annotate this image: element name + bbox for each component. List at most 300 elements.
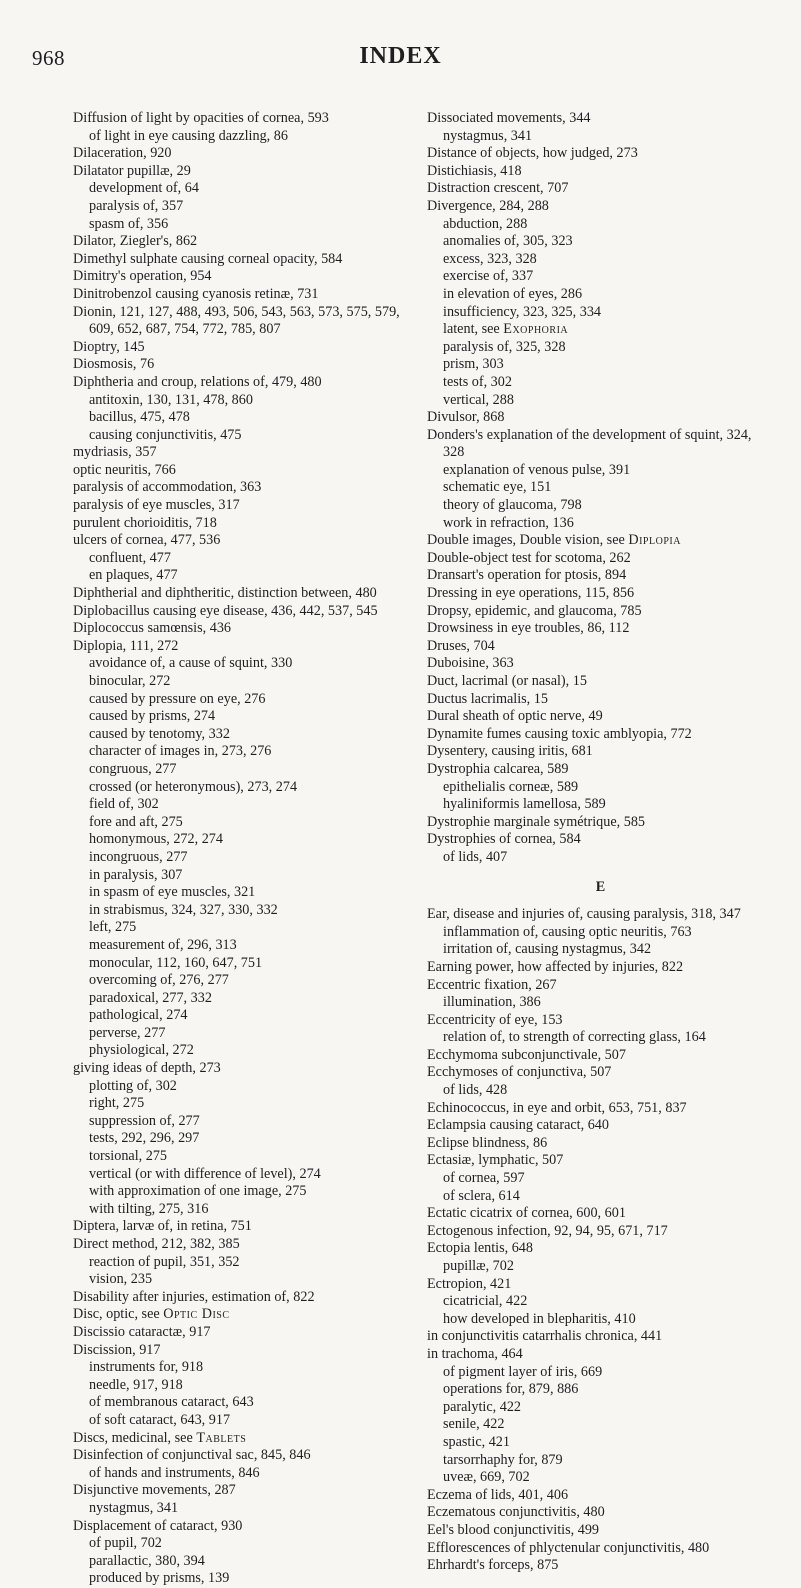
index-subentry [427, 479, 774, 497]
entry-text: of lids, 407 [443, 848, 508, 865]
entry-text: Distraction crescent, 707 [427, 180, 569, 197]
entry-text: giving ideas of depth, 273 [73, 1060, 221, 1077]
entry-text: work in refraction, 136 [443, 514, 574, 531]
index-subentry [427, 1311, 774, 1329]
entry-text: in elevation of eyes, 286 [443, 285, 583, 302]
entry-text: pathological, 274 [89, 1007, 188, 1024]
index-subentry [427, 374, 774, 392]
entry-text: Druses, 704 [427, 637, 495, 654]
index-subentry [73, 1060, 418, 1078]
index-entry [427, 1152, 774, 1170]
index-subentry [73, 1254, 418, 1272]
entry-text: Diplobacillus causing eye disease, 436, 442, 537, 545 [73, 602, 378, 619]
index-entry [73, 268, 418, 286]
index-subentry [427, 1381, 774, 1399]
entry-text: inflammation of, causing optic neuritis, 763 [443, 923, 692, 940]
entry-text: antitoxin, 130, 131, 478, 860 [89, 391, 253, 408]
index-entry [427, 532, 774, 550]
entry-text: Discs, medicinal, see [73, 1429, 197, 1446]
index-subentry [73, 515, 418, 533]
index-subentry [73, 691, 418, 709]
index-entry [427, 1012, 774, 1030]
index-entry [427, 1100, 774, 1118]
index-entry [73, 620, 418, 638]
index-entry [73, 286, 418, 304]
entry-text: incongruous, 277 [89, 848, 188, 865]
page-header [0, 43, 801, 77]
entry-text: tests, 292, 296, 297 [89, 1130, 200, 1147]
entry-text: development of, 64 [89, 180, 199, 197]
index-entry [427, 691, 774, 709]
index-entry [427, 1487, 774, 1505]
index-entry [73, 110, 418, 128]
entry-text: Ehrhardt's forceps, 875 [427, 1557, 559, 1574]
entry-text: relation of, to strength of correcting glass, 164 [443, 1029, 706, 1046]
index-entry [427, 1135, 774, 1153]
entry-text: binocular, 272 [89, 673, 171, 689]
index-subentry [73, 1130, 418, 1148]
index-entry [427, 1557, 774, 1575]
index-subentry [73, 532, 418, 550]
entry-text: Dionin, 121, 127, 488, 493, 506, 543, 563, 573, 575, 579, 609, 652, 687, 754, 772, 785, 807 [73, 303, 400, 338]
index-subentry [427, 1469, 774, 1487]
index-subentry [427, 1434, 774, 1452]
entry-text: caused by tenotomy, 332 [89, 725, 230, 742]
index-subentry [73, 1148, 418, 1166]
entry-text: Eclampsia causing cataract, 640 [427, 1117, 609, 1134]
index-subentry [427, 924, 774, 942]
entry-text: needle, 917, 918 [89, 1376, 183, 1393]
index-entry [427, 1205, 774, 1223]
entry-text: abduction, 288 [443, 215, 528, 232]
index-subentry [73, 1535, 418, 1553]
entry-text: Duboisine, 363 [427, 655, 514, 672]
index-subentry [427, 339, 774, 357]
index-subentry [427, 1170, 774, 1188]
entry-text: in conjunctivitis catarrhalis chronica, 441 [427, 1328, 663, 1345]
index-subentry [73, 972, 418, 990]
entry-text: Diffusion of light by opacities of cornea, 593 [73, 110, 329, 126]
index-subentry [73, 1359, 418, 1377]
index-subentry [427, 994, 774, 1012]
index-subentry [73, 708, 418, 726]
entry-text: caused by pressure on eye, 276 [89, 690, 266, 707]
entry-text: of pigment layer of iris, 669 [443, 1363, 603, 1380]
entry-text: nystagmus, 341 [89, 1499, 179, 1516]
index-subentry [73, 1465, 418, 1483]
entry-text: Ductus lacrimalis, 15 [427, 690, 548, 707]
entry-text: Direct method, 212, 382, 385 [73, 1236, 240, 1252]
entry-text: paralytic, 422 [443, 1398, 522, 1415]
entry-text: paralysis of, 357 [89, 197, 184, 214]
entry-text: paralysis of eye muscles, 317 [73, 497, 240, 514]
index-subentry [427, 304, 774, 322]
entry-text: uveæ, 669, 702 [443, 1469, 530, 1486]
index-entry [73, 585, 418, 603]
index-subentry [73, 180, 418, 198]
entry-text: Diosmosis, 76 [73, 356, 155, 373]
index-entry [427, 1540, 774, 1558]
index-entry [427, 1522, 774, 1540]
index-subentry [427, 321, 774, 339]
index-subentry [73, 1394, 418, 1412]
index-subentry [73, 726, 418, 744]
entry-text: of hands and instruments, 846 [89, 1464, 260, 1481]
index-subentry [73, 1183, 418, 1201]
entry-text: produced by prisms, 139 [89, 1570, 230, 1587]
entry-text: pupillæ, 702 [443, 1258, 514, 1274]
index-entry [427, 1047, 774, 1065]
entry-text: of soft cataract, 643, 917 [89, 1411, 231, 1428]
index-entry [427, 180, 774, 198]
entry-text: operations for, 879, 886 [443, 1381, 579, 1398]
entry-text: Divulsor, 868 [427, 409, 505, 426]
index-entry [73, 304, 418, 339]
entry-text: latent, see [443, 321, 504, 338]
index-subentry [427, 286, 774, 304]
entry-text: Diplopia, 111, 272 [73, 637, 179, 654]
index-entry [427, 906, 774, 924]
entry-text: Drowsiness in eye troubles, 86, 112 [427, 620, 630, 637]
entry-text: insufficiency, 323, 325, 334 [443, 303, 602, 320]
entry-text: irritation of, causing nystagmus, 342 [443, 941, 652, 958]
entry-text: tarsorrhaphy for, 879 [443, 1451, 563, 1468]
index-subentry [73, 1500, 418, 1518]
index-subentry [73, 462, 418, 480]
index-subentry [73, 779, 418, 797]
index-column-left [73, 110, 418, 1588]
entry-text: of pupil, 702 [89, 1535, 162, 1552]
entry-text: monocular, 112, 160, 647, 751 [89, 954, 263, 971]
index-entry [427, 110, 774, 128]
index-subentry [427, 251, 774, 269]
entry-text: Distichiasis, 418 [427, 162, 522, 179]
entry-text: cicatricial, 422 [443, 1293, 528, 1310]
index-subentry [427, 1188, 774, 1206]
entry-text: Diptera, larvæ of, in retina, 751 [73, 1218, 252, 1235]
index-subentry [427, 216, 774, 234]
index-entry [73, 1447, 418, 1465]
entry-text: physiological, 272 [89, 1042, 194, 1059]
page-number: 968 [32, 46, 65, 70]
index-subentry [73, 198, 418, 216]
entry-text: Ecchymoma subconjunctivale, 507 [427, 1046, 626, 1063]
index-entry [73, 1518, 418, 1536]
index-subentry [73, 550, 418, 568]
entry-text: illumination, 386 [443, 994, 541, 1011]
index-entry [427, 585, 774, 603]
index-entry [427, 427, 774, 462]
index-entry [427, 655, 774, 673]
entry-text: Dinitrobenzol causing cyanosis retinæ, 731 [73, 285, 319, 302]
entry-text: vision, 235 [89, 1271, 153, 1288]
index-subentry [73, 814, 418, 832]
index-subentry [73, 902, 418, 920]
entry-text: parallactic, 380, 394 [89, 1552, 205, 1569]
index-subentry [73, 1377, 418, 1395]
entry-text: perverse, 277 [89, 1024, 166, 1041]
index-entry [73, 1342, 418, 1360]
entry-text: Eel's blood conjunctivitis, 499 [427, 1521, 600, 1538]
entry-text: Dropsy, epidemic, and glaucoma, 785 [427, 602, 642, 619]
entry-text: Double-object test for scotoma, 262 [427, 549, 631, 566]
entry-text: paradoxical, 277, 332 [89, 989, 212, 1006]
index-subentry [73, 1166, 418, 1184]
index-subentry [427, 356, 774, 374]
entry-text: Disjunctive movements, 287 [73, 1482, 236, 1499]
entry-text: of sclera, 614 [443, 1187, 520, 1204]
entry-text: Dioptry, 145 [73, 338, 145, 355]
index-subentry [73, 919, 418, 937]
index-subentry [73, 849, 418, 867]
page-title: INDEX [359, 43, 442, 69]
index-subentry [427, 233, 774, 251]
index-subentry [73, 1553, 418, 1571]
index-subentry [427, 1258, 774, 1276]
index-entry [73, 356, 418, 374]
entry-text: reaction of pupil, 351, 352 [89, 1253, 240, 1270]
index-entry [73, 1324, 418, 1342]
entry-text: prism, 303 [443, 356, 504, 373]
index-entry [427, 603, 774, 621]
index-entry [427, 726, 774, 744]
index-entry [427, 977, 774, 995]
index-subentry [427, 515, 774, 533]
entry-text: Dilatator pupillæ, 29 [73, 162, 191, 179]
entry-text: bacillus, 475, 478 [89, 409, 190, 426]
index-subentry [73, 567, 418, 585]
index-column-right [427, 110, 774, 1575]
entry-text: crossed (or heteronymous), 273, 274 [89, 778, 298, 795]
entry-text: confluent, 477 [89, 549, 171, 566]
entry-text: Echinococcus, in eye and orbit, 653, 751, 837 [427, 1099, 687, 1116]
entry-text: Donders's explanation of the development of squint, 324, 328 [427, 426, 752, 461]
entry-text: torsional, 275 [89, 1148, 168, 1165]
entry-text: Discissio cataractæ, 917 [73, 1323, 211, 1340]
entry-text: Dimethyl sulphate causing corneal opacity, 584 [73, 250, 343, 267]
index-entry [73, 233, 418, 251]
entry-text: nystagmus, 341 [443, 127, 533, 144]
index-subentry [427, 497, 774, 515]
entry-text: Ectopia lentis, 648 [427, 1240, 533, 1257]
index-entry [427, 1223, 774, 1241]
index-subentry [73, 1078, 418, 1096]
entry-text: Dystrophia calcarea, 589 [427, 760, 569, 777]
index-subentry [73, 990, 418, 1008]
entry-text: Dysentery, causing iritis, 681 [427, 743, 593, 760]
index-entry [427, 145, 774, 163]
entry-text: suppression of, 277 [89, 1112, 200, 1129]
entry-text: Dimitry's operation, 954 [73, 268, 212, 285]
entry-text: Divergence, 284, 288 [427, 197, 549, 214]
index-entry [73, 251, 418, 269]
entry-text: avoidance of, a cause of squint, 330 [89, 655, 293, 672]
entry-text: caused by prisms, 274 [89, 708, 216, 725]
index-entry [73, 638, 418, 656]
index-subentry [427, 268, 774, 286]
index-subentry [73, 1113, 418, 1131]
index-entry [427, 761, 774, 779]
index-entry [427, 163, 774, 181]
entry-text: Ear, disease and injuries of, causing paralysis, 318, 347 [427, 906, 741, 923]
index-entry [73, 1306, 418, 1324]
entry-text: Ectatic cicatrix of cornea, 600, 601 [427, 1205, 626, 1222]
index-entry [73, 1482, 418, 1500]
entry-text: plotting of, 302 [89, 1077, 177, 1094]
entry-text: Dystrophies of cornea, 584 [427, 831, 581, 848]
entry-text: en plaques, 477 [89, 567, 178, 584]
index-entry [427, 814, 774, 832]
section-letter: E [595, 878, 606, 895]
entry-text: Dressing in eye operations, 115, 856 [427, 585, 635, 602]
index-entry [73, 339, 418, 357]
index-subentry [427, 779, 774, 797]
index-subentry [427, 392, 774, 410]
entry-text: instruments for, 918 [89, 1359, 204, 1376]
entry-text: Duct, lacrimal (or nasal), 15 [427, 673, 587, 689]
index-subentry [73, 1095, 418, 1113]
index-entry [427, 198, 774, 216]
index-subentry [427, 128, 774, 146]
index-entry [427, 409, 774, 427]
entry-text: Disability after injuries, estimation of, 822 [73, 1288, 315, 1305]
entry-text: Displacement of cataract, 930 [73, 1517, 243, 1534]
index-subentry [427, 1328, 774, 1346]
index-subentry [73, 1201, 418, 1219]
index-subentry [427, 1416, 774, 1434]
index-subentry [427, 1452, 774, 1470]
index-subentry [73, 1570, 418, 1588]
entry-text: paralysis of, 325, 328 [443, 338, 566, 355]
entry-text: Eccentric fixation, 267 [427, 976, 557, 993]
index-subentry [73, 409, 418, 427]
entry-text: in strabismus, 324, 327, 330, 332 [89, 901, 278, 918]
index-subentry [427, 796, 774, 814]
index-subentry [73, 937, 418, 955]
index-subentry [73, 427, 418, 445]
entry-text: ulcers of cornea, 477, 536 [73, 532, 221, 549]
entry-text: Eccentricity of eye, 153 [427, 1011, 563, 1028]
index-subentry [73, 479, 418, 497]
entry-text: Diplococcus samœnsis, 436 [73, 620, 232, 637]
index-entry [427, 638, 774, 656]
entry-text: congruous, 277 [89, 760, 177, 777]
index-subentry [73, 743, 418, 761]
entry-text: Dransart's operation for ptosis, 894 [427, 567, 627, 584]
entry-text: theory of glaucoma, 798 [443, 497, 582, 514]
index-subentry [73, 673, 418, 691]
index-subentry [73, 1025, 418, 1043]
index-subentry [73, 1412, 418, 1430]
entry-text: Dilator, Ziegler's, 862 [73, 233, 198, 250]
entry-text: Ectogenous infection, 92, 94, 95, 671, 717 [427, 1222, 668, 1239]
entry-text: in trachoma, 464 [427, 1345, 523, 1362]
entry-text: causing conjunctivitis, 475 [89, 426, 242, 443]
entry-text: vertical, 288 [443, 391, 514, 408]
entry-text: Ecchymoses of conjunctiva, 507 [427, 1064, 612, 1081]
entry-text: Eczematous conjunctivitis, 480 [427, 1504, 605, 1521]
entry-text: Dilaceration, 920 [73, 145, 172, 162]
index-entry [73, 1236, 418, 1254]
index-entry [427, 1276, 774, 1294]
entry-text: in paralysis, 307 [89, 866, 183, 883]
entry-text: Discission, 917 [73, 1341, 161, 1358]
index-subentry [73, 128, 418, 146]
entry-text: left, 275 [89, 919, 137, 936]
entry-text: spastic, 421 [443, 1433, 510, 1450]
index-entry [427, 959, 774, 977]
entry-text: Disc, optic, see [73, 1306, 164, 1323]
entry-text: right, 275 [89, 1095, 145, 1112]
index-subentry [73, 831, 418, 849]
index-entry [427, 1064, 774, 1082]
index-subentry [73, 955, 418, 973]
entry-text: Efflorescences of phlyctenular conjunctivitis, 480 [427, 1539, 710, 1556]
entry-text: Double images, Double vision, see [427, 532, 629, 549]
entry-text: character of images in, 273, 276 [89, 743, 272, 760]
entry-text: field of, 302 [89, 796, 159, 813]
index-entry [427, 1504, 774, 1522]
index-entry [427, 673, 774, 691]
index-subentry [73, 867, 418, 885]
index-subentry [73, 216, 418, 234]
index-subentry [73, 1042, 418, 1060]
index-subentry [427, 462, 774, 480]
index-subentry [427, 1082, 774, 1100]
entry-text: Diphtherial and diphtheritic, distinction between, 480 [73, 585, 377, 602]
entry-text: Disinfection of conjunctival sac, 845, 846 [73, 1447, 311, 1464]
index-entry [427, 567, 774, 585]
index-subentry [73, 761, 418, 779]
index-entry [427, 831, 774, 849]
entry-text: optic neuritis, 766 [73, 461, 176, 478]
index-subentry [427, 1293, 774, 1311]
cross-reference: Diplopia [628, 532, 681, 549]
index-entry [427, 1240, 774, 1258]
index-subentry [427, 941, 774, 959]
index-entry [73, 1218, 418, 1236]
index-entry [73, 145, 418, 163]
entry-text: exercise of, 337 [443, 268, 534, 285]
index-subentry [427, 1029, 774, 1047]
cross-reference: Tablets [196, 1429, 247, 1446]
entry-text: of cornea, 597 [443, 1170, 525, 1187]
entry-text: purulent chorioiditis, 718 [73, 514, 217, 531]
entry-text: Dystrophie marginale symétrique, 585 [427, 813, 646, 830]
entry-text: epithelialis corneæ, 589 [443, 778, 579, 795]
index-subentry [73, 796, 418, 814]
index-entry [427, 708, 774, 726]
entry-text: anomalies of, 305, 323 [443, 233, 573, 250]
entry-text: Distance of objects, how judged, 273 [427, 145, 638, 162]
entry-text: with approximation of one image, 275 [89, 1183, 307, 1200]
index-entry [427, 743, 774, 761]
entry-text: in spasm of eye muscles, 321 [89, 884, 256, 901]
entry-text: schematic eye, 151 [443, 479, 552, 496]
entry-text: Ectropion, 421 [427, 1275, 512, 1292]
entry-text: of membranous cataract, 643 [89, 1394, 254, 1411]
index-subentry [73, 655, 418, 673]
index-entry [427, 620, 774, 638]
entry-text: fore and aft, 275 [89, 813, 183, 830]
entry-text: Eclipse blindness, 86 [427, 1134, 548, 1151]
index-subentry [73, 884, 418, 902]
index-subentry [427, 1364, 774, 1382]
entry-text: senile, 422 [443, 1416, 505, 1433]
entry-text: paralysis of accommodation, 363 [73, 479, 262, 496]
entry-text: homonymous, 272, 274 [89, 831, 223, 848]
entry-text: how developed in blepharitis, 410 [443, 1310, 636, 1327]
